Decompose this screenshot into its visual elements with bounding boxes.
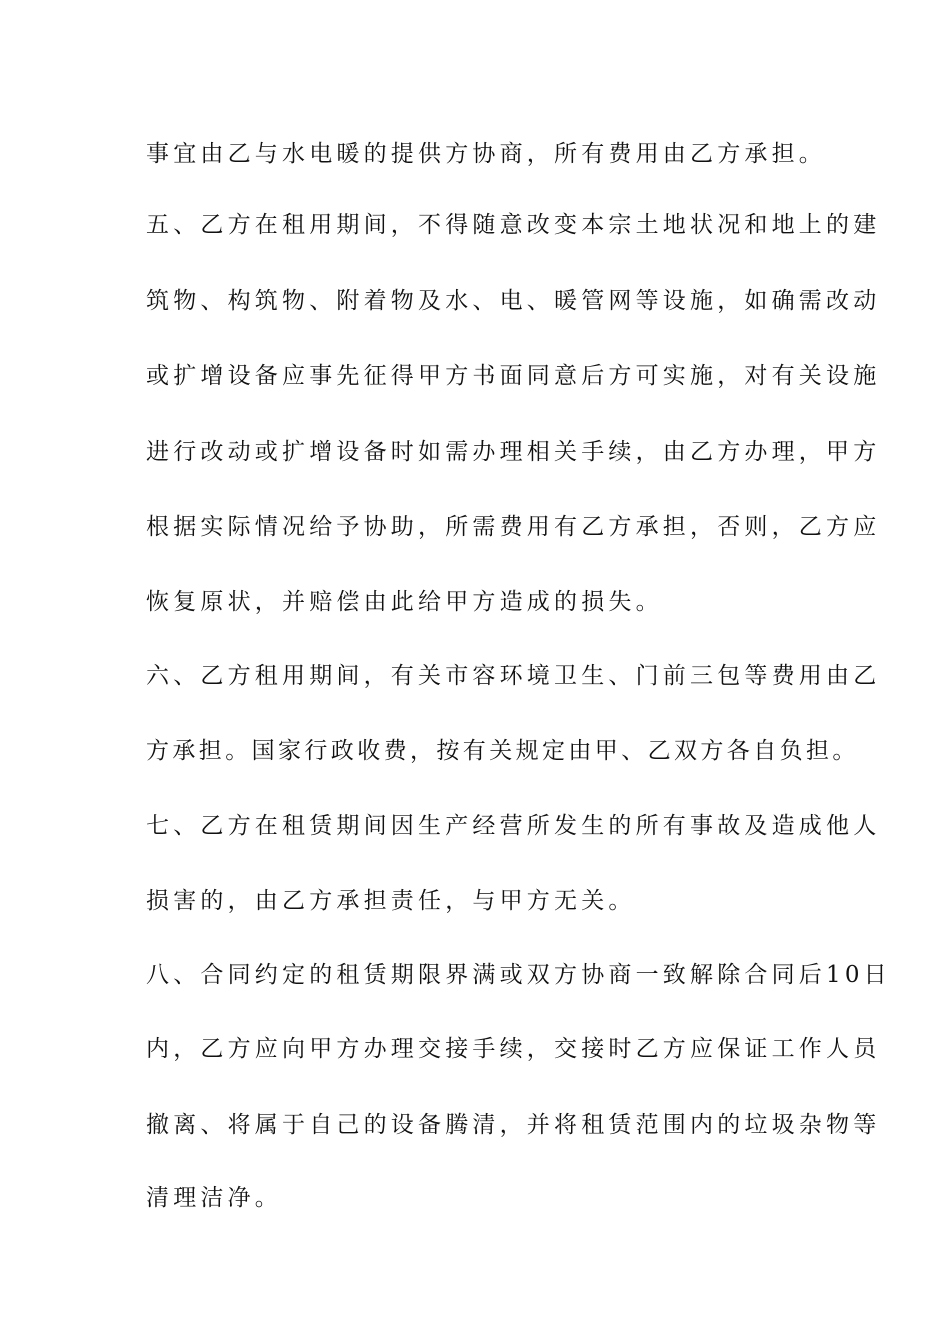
text-line: 根据实际情况给予协助，所需费用有乙方承担，否则，乙方应 [146,514,881,540]
text-line: 五、乙方在租用期间，不得随意改变本宗土地状况和地上的建 [146,212,881,238]
text-line: 损害的，由乙方承担责任，与甲方无关。 [146,888,636,914]
text-line: 撤离、将属于自己的设备腾清，并将租赁范围内的垃圾杂物等 [146,1112,881,1138]
text-line: 事宜由乙与水电暖的提供方协商，所有费用由乙方承担。 [146,141,826,167]
text-line: 方承担。国家行政收费，按有关规定由甲、乙双方各自负担。 [146,738,859,764]
text-line: 或扩增设备应事先征得甲方书面同意后方可实施，对有关设施 [146,363,881,389]
text-line: 筑物、构筑物、附着物及水、电、暖管网等设施，如确需改动 [146,288,881,314]
text-line: 恢复原状，并赔偿由此给甲方造成的损失。 [146,589,663,615]
text-line: 六、乙方租用期间，有关市容环境卫生、门前三包等费用由乙 [146,663,881,689]
text-line: 清理洁净。 [146,1185,282,1211]
text-line: 八、合同约定的租赁期限界满或双方协商一致解除合同后10日 [146,962,891,988]
text-line: 进行改动或扩增设备时如需办理相关手续，由乙方办理，甲方 [146,439,881,465]
text-line: 七、乙方在租赁期间因生产经营所发生的所有事故及造成他人 [146,813,881,839]
text-line: 内，乙方应向甲方办理交接手续，交接时乙方应保证工作人员 [146,1036,881,1062]
